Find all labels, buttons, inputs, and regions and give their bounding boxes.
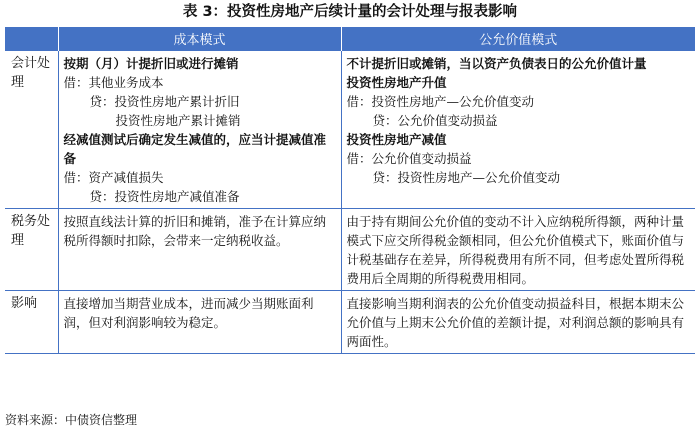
fair-line-3: 借：投资性房地产—公允价值变动 (346, 94, 535, 109)
row-tax (5, 209, 695, 291)
cell-impact-cost: 直接增加当期营业成本，进而减少当期账面利润，但对利润影响较为稳定。 (58, 291, 341, 354)
fair-line-6: 借：公允价值变动损益 (346, 151, 472, 166)
cost-line-6: 借：资产减值损失 (63, 170, 164, 185)
fair-line-2: 投资性房地产升值 (346, 75, 447, 90)
row-impact (5, 291, 695, 354)
table-title: 表 3：投资性房地产后续计量的会计处理与报表影响 (182, 4, 518, 20)
cell-accounting-cost (58, 51, 341, 209)
cost-line-1: 按期（月）计提折旧或进行摊销 (63, 56, 239, 71)
fair-line-4: 贷：公允价值变动损益 (372, 113, 498, 128)
row-label-impact: 影响 (5, 291, 58, 354)
header-blank (5, 27, 58, 51)
source-note: 资料来源：中债资信整理 (5, 413, 138, 427)
fair-line-5: 投资性房地产减值 (346, 132, 447, 147)
fair-line-1: 不计提折旧或摊销，当以资产负债表日的公允价值计量 (346, 56, 647, 71)
header-row (5, 27, 695, 51)
cost-line-7: 贷：投资性房地产减值准备 (89, 189, 240, 204)
fair-line-7: 贷：投资性房地产—公允价值变动 (372, 170, 561, 185)
accounting-table (5, 27, 695, 354)
cost-line-2: 借：其他业务成本 (63, 75, 164, 90)
cell-accounting-fair (341, 51, 695, 209)
cell-tax-fair: 由于持有期间公允价值的变动不计入应纳税所得额，两种计量模式下应交所得税金额相同，但公允价值模式下，账面价值与计税基础存在差异，所得税费用有所不同，但考虑处置所得税费用后全周期的所得税费用相同。 (341, 209, 695, 291)
row-label-tax: 税务处理 (5, 209, 58, 291)
cell-impact-fair: 直接影响当期利润表的公允价值变动损益科目，根据本期末公允价值与上期末公允价值的差额计提，对利润总额的影响具有两面性。 (341, 291, 695, 354)
header-fair-value-model: 公允价值模式 (341, 27, 695, 51)
row-label-accounting: 会计处理 (5, 51, 58, 209)
cost-line-5: 经减值测试后确定发生减值的，应当计提减值准备 (63, 132, 327, 166)
row-accounting (5, 51, 695, 209)
cost-line-4: 投资性房地产累计摊销 (115, 113, 241, 128)
cost-line-3: 贷：投资性房地产累计折旧 (89, 94, 240, 109)
header-cost-model: 成本模式 (58, 27, 341, 51)
cell-tax-cost: 按照直线法计算的折旧和摊销，准予在计算应纳税所得额时扣除，会带来一定纳税收益。 (58, 209, 341, 291)
